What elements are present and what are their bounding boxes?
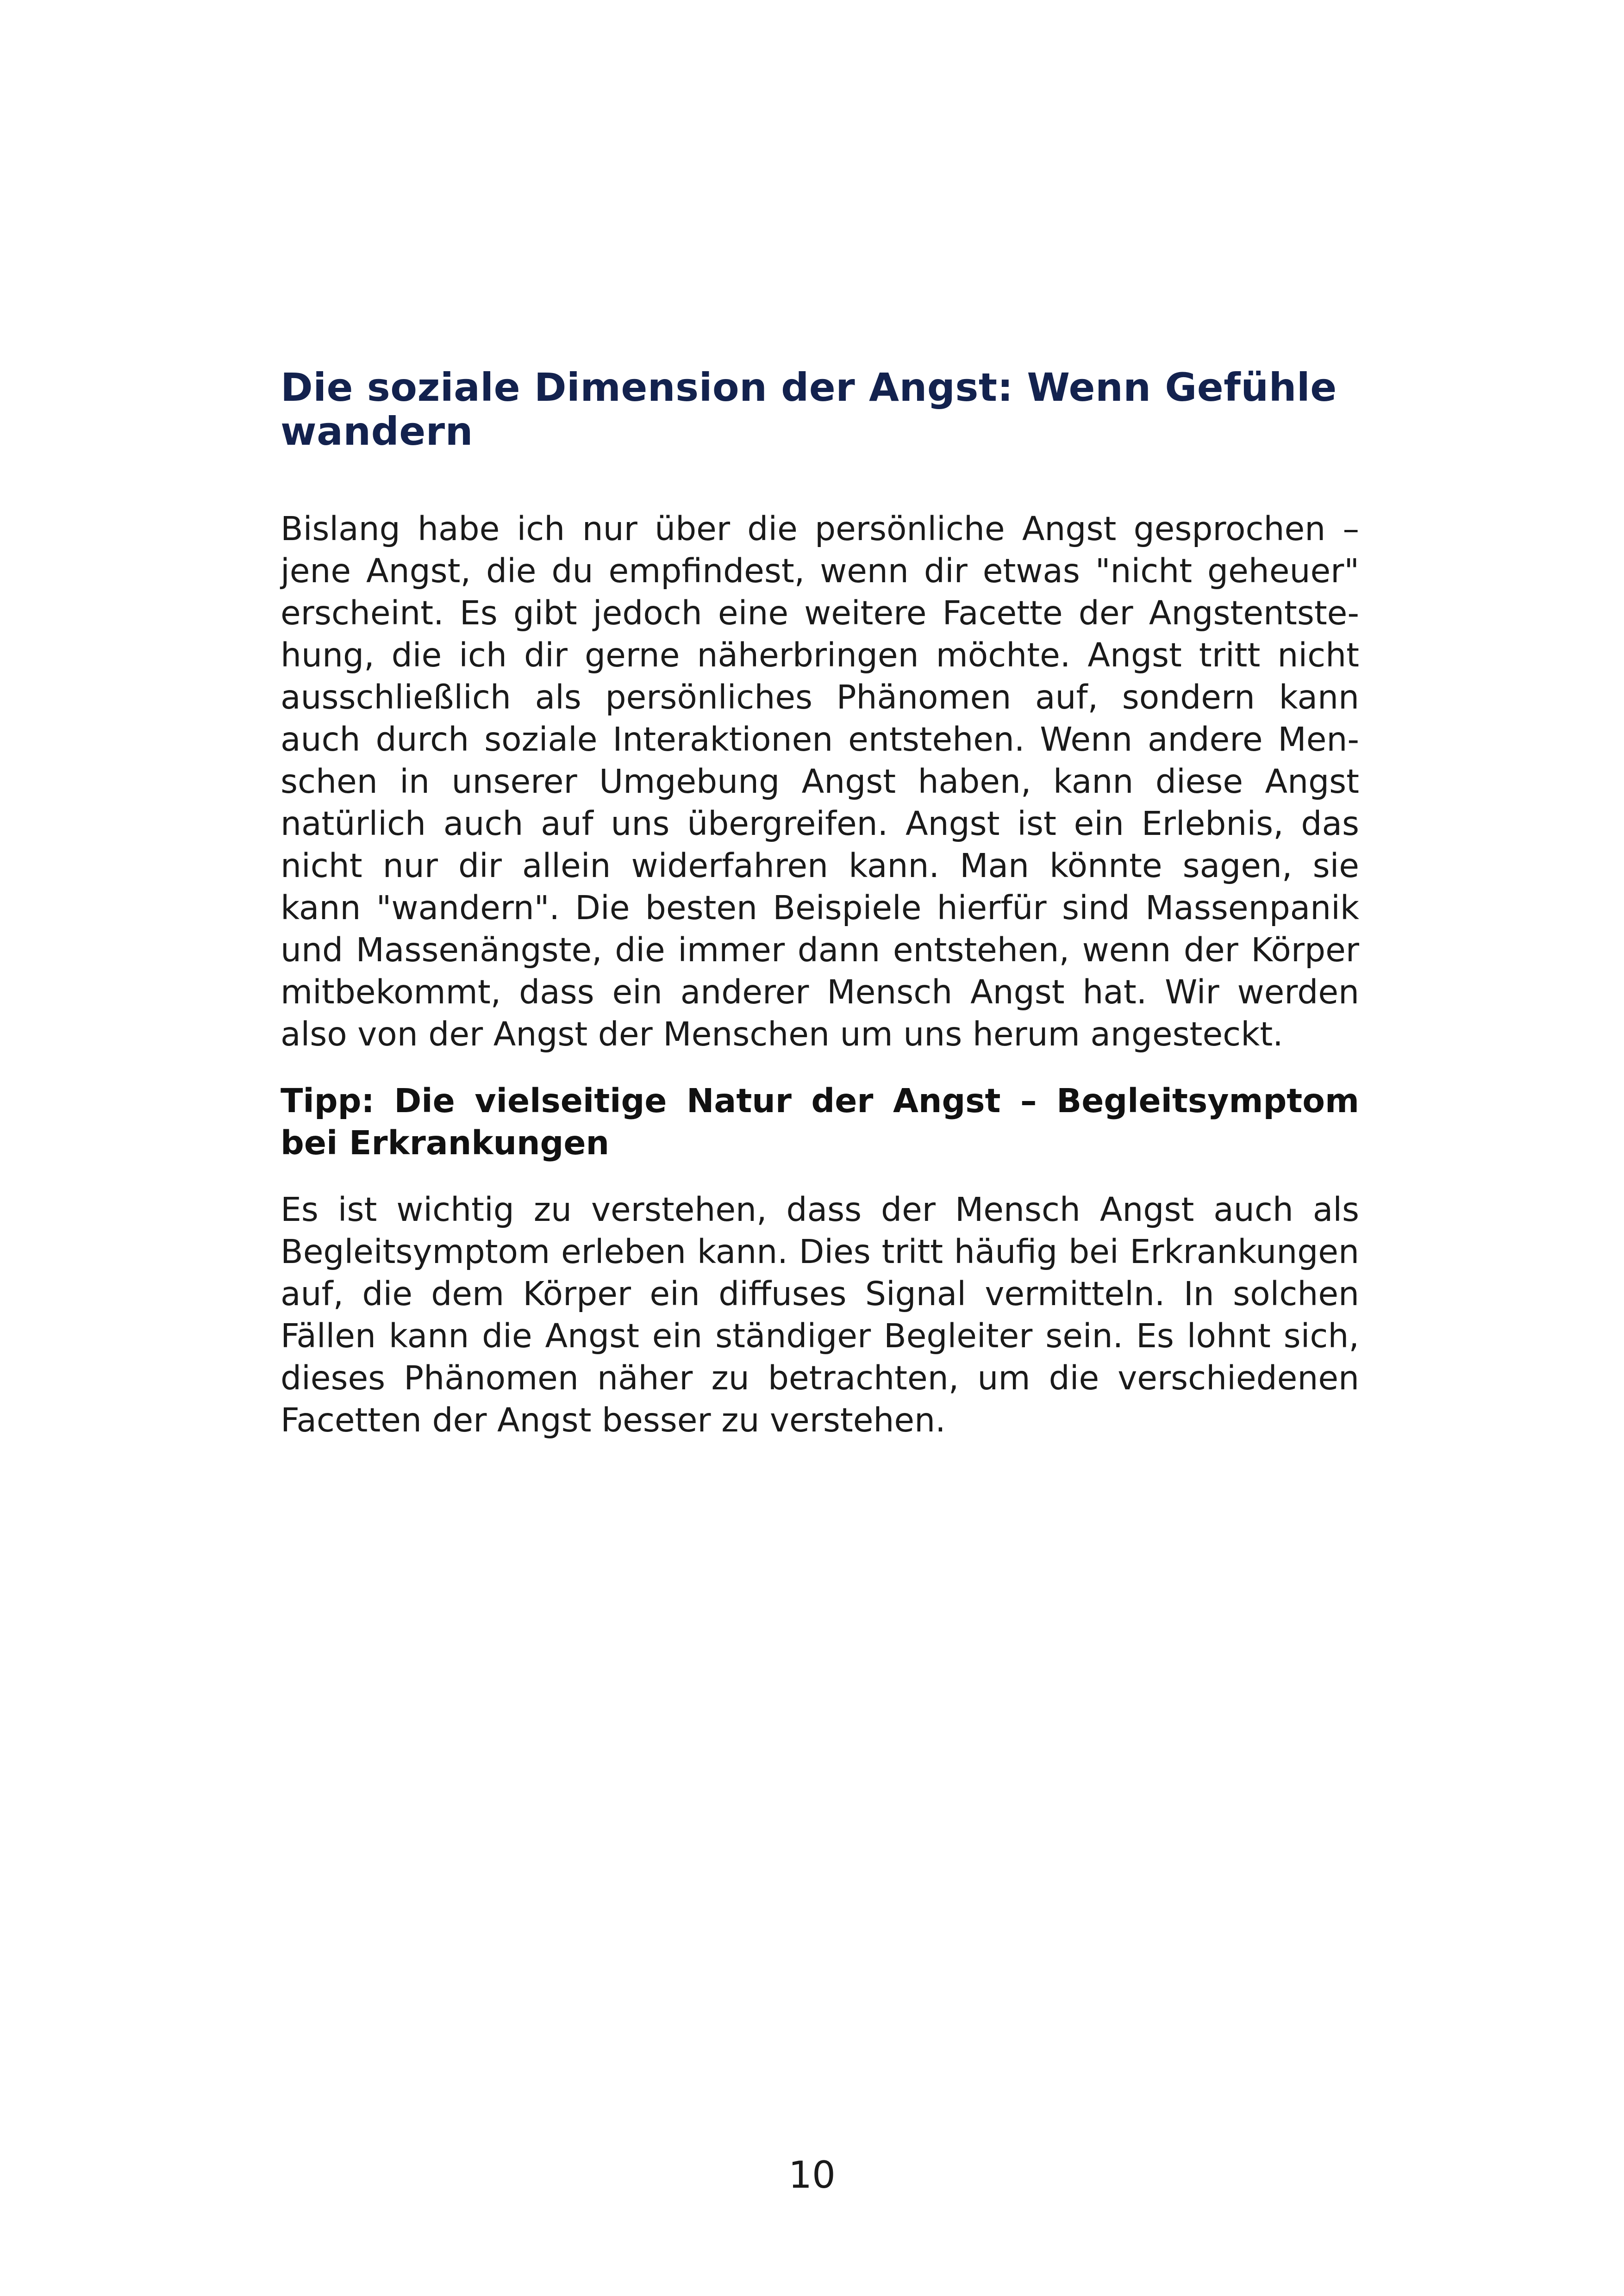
tip-heading: Tipp: Die vielseitige Natur der Angst – Begleitsymptom bei Erkrankungen — [281, 1082, 1359, 1162]
body-paragraph-1: Bislang habe ich nur über die persönliche Angst gesprochen – jene Angst, die du empfindest, wenn dir etwas "nicht geheuer" erscheint. Es gibt jedoch eine weitere Facette der Angstentstehung, die ich dir gerne näherbringen möchte. Angst tritt nicht ausschließlich als persönliches Phänomen auf, sondern kann auch durch soziale Interaktionen entstehen. Wenn andere Menschen in unserer Umgebung Angst haben, kann diese Angst natürlich auch auf uns übergreifen. Angst ist ein Erlebnis, das nicht nur dir allein widerfahren kann. Man könnte sagen, sie kann "wandern". Die besten Beispiele hierfür sind Massenpanik und Massenängste, die immer dann entstehen, wenn der Körper mitbekommt, dass ein anderer Mensch Angst hat. Wir werden also von der Angst der Menschen um uns herum angesteckt. — [281, 510, 1359, 1053]
section-title: Die soziale Dimension der Angst: Wenn Gefühle wandern — [281, 365, 1337, 454]
page-content — [281, 366, 1359, 1441]
body-paragraph-2: Es ist wichtig zu verstehen, dass der Mensch Angst auch als Begleitsymptom erleben kann. Dies tritt häufig bei Erkrankungen auf, die dem Körper ein diffuses Signal vermitteln. In solchen Fällen kann die Angst ein ständiger Begleiter sein. Es lohnt sich, dieses Phänomen näher zu betrachten, um die verschiedenen Facetten der Angst besser zu verstehen. — [281, 1190, 1359, 1439]
page-number: 10 — [788, 2153, 836, 2196]
